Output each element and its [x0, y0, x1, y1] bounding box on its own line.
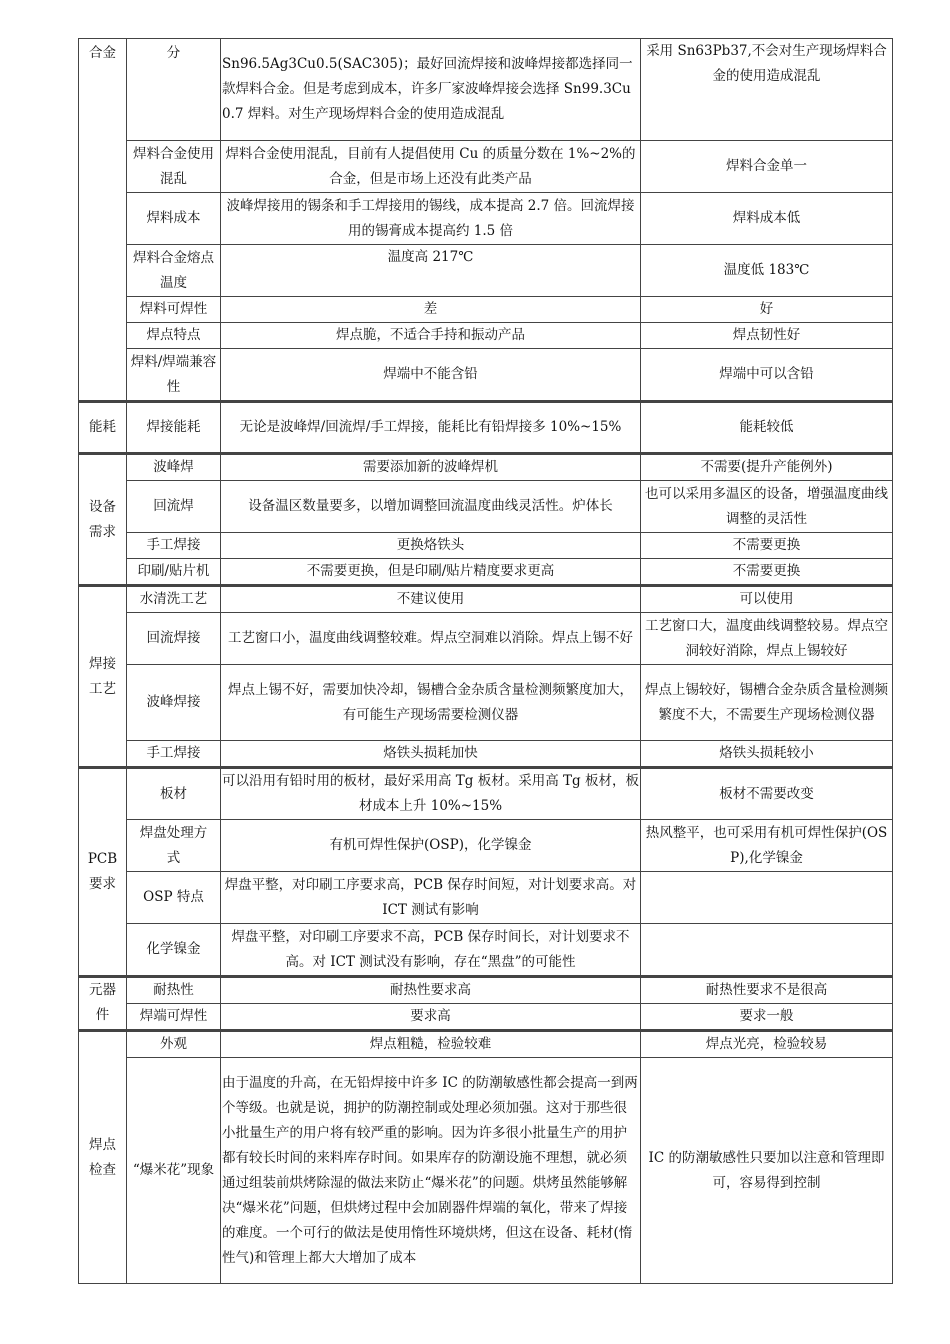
tin-lead-cell	[641, 872, 893, 924]
table-row	[79, 533, 893, 559]
lead-free-cell: 焊点粗糙，检验较难	[221, 1030, 641, 1058]
lead-free-cell: 不建议使用	[221, 585, 641, 613]
item-cell: 焊料成本	[127, 193, 221, 245]
table-row	[79, 585, 893, 613]
category-cell: 焊点检查	[79, 1030, 127, 1284]
tin-lead-cell: 好	[641, 297, 893, 323]
table-row	[79, 245, 893, 297]
table-row	[79, 193, 893, 245]
table-row	[79, 39, 893, 141]
tin-lead-cell: IC 的防潮敏感性只要加以注意和管理即可，容易得到控制	[641, 1058, 893, 1284]
tin-lead-cell: 不需要(提升产能例外)	[641, 453, 893, 481]
lead-free-cell: 差	[221, 297, 641, 323]
category-cell: PCB 要求	[79, 767, 127, 976]
lead-free-cell: 焊点脆，不适合手持和振动产品	[221, 323, 641, 349]
item-cell: 焊点特点	[127, 323, 221, 349]
lead-free-cell: 焊料合金使用混乱，目前有人提倡使用 Cu 的质量分数在 1%~2%的合金，但是市场上还没有此类产品	[221, 141, 641, 193]
tin-lead-cell: 温度低 183℃	[641, 245, 893, 297]
table-row	[79, 1058, 893, 1284]
tin-lead-cell: 热风整平，也可采用有机可焊性保护(OSP),化学镍金	[641, 820, 893, 872]
lead-free-cell: 无论是波峰焊/回流焊/手工焊接，能耗比有铅焊接多 10%~15%	[221, 401, 641, 453]
tin-lead-cell: 烙铁头损耗较小	[641, 741, 893, 767]
lead-free-cell: 烙铁头损耗加快	[221, 741, 641, 767]
item-cell: 焊料合金熔点温度	[127, 245, 221, 297]
tin-lead-cell: 不需要更换	[641, 533, 893, 559]
tin-lead-cell: 能耗较低	[641, 401, 893, 453]
lead-free-cell: 更换烙铁头	[221, 533, 641, 559]
table-row	[79, 559, 893, 585]
item-cell: 耐热性	[127, 976, 221, 1004]
item-cell: 焊料/焊端兼容性	[127, 349, 221, 401]
item-cell: 分	[127, 39, 221, 141]
lead-free-cell: 耐热性要求高	[221, 976, 641, 1004]
lead-free-cell: 波峰焊接用的锡条和手工焊接用的锡线，成本提高 2.7 倍。回流焊接用的锡膏成本提高约 1.5 倍	[221, 193, 641, 245]
item-cell: 水清洗工艺	[127, 585, 221, 613]
tin-lead-cell: 不需要更换	[641, 559, 893, 585]
table-row	[79, 1004, 893, 1030]
item-cell: 焊料合金使用混乱	[127, 141, 221, 193]
lead-free-cell: 焊盘平整，对印刷工序要求高，PCB 保存时间短，对计划要求高。对 ICT 测试有影响	[221, 872, 641, 924]
lead-free-cell: 需要添加新的波峰焊机	[221, 453, 641, 481]
tin-lead-cell: 可以使用	[641, 585, 893, 613]
table-row	[79, 924, 893, 976]
category-cell: 能耗	[79, 401, 127, 453]
tin-lead-cell: 焊点上锡较好，锡槽合金杂质含量检测频繁度不大，不需要生产现场检测仪器	[641, 665, 893, 741]
lead-free-cell: 设备温区数量要多，以增加调整回流温度曲线灵活性。炉体长	[221, 481, 641, 533]
item-cell: 波峰焊	[127, 453, 221, 481]
tin-lead-cell: 也可以采用多温区的设备，增强温度曲线调整的灵活性	[641, 481, 893, 533]
item-cell: 板材	[127, 767, 221, 820]
item-cell: 手工焊接	[127, 741, 221, 767]
table-row	[79, 297, 893, 323]
item-cell: 焊料可焊性	[127, 297, 221, 323]
lead-free-comparison-table	[78, 38, 893, 1284]
lead-free-cell: 焊盘平整，对印刷工序要求不高，PCB 保存时间长，对计划要求不高。对 ICT 测试没有影响，存在“黑盘”的可能性	[221, 924, 641, 976]
table-row	[79, 141, 893, 193]
table-row	[79, 665, 893, 741]
tin-lead-cell: 焊料合金单一	[641, 141, 893, 193]
table-row	[79, 453, 893, 481]
lead-free-cell: 要求高	[221, 1004, 641, 1030]
lead-free-cell: 可以沿用有铅时用的板材，最好采用高 Tg 板材。采用高 Tg 板材，板材成本上升 10%~15%	[221, 767, 641, 820]
lead-free-cell: 焊端中不能含铅	[221, 349, 641, 401]
item-cell: 外观	[127, 1030, 221, 1058]
table-row	[79, 976, 893, 1004]
table-row	[79, 741, 893, 767]
lead-free-cell: 工艺窗口小，温度曲线调整较难。焊点空洞难以消除。焊点上锡不好	[221, 613, 641, 665]
table-row	[79, 1030, 893, 1058]
item-cell: 印刷/贴片机	[127, 559, 221, 585]
lead-free-cell: Sn96.5Ag3Cu0.5(SAC305)；最好回流焊接和波峰焊接都选择同一款焊料合金。但是考虑到成本，许多厂家波峰焊接会选择 Sn99.3Cu0.7 焊料。对生产现场焊料合金的使用造成混乱	[221, 39, 641, 141]
tin-lead-cell: 板材不需要改变	[641, 767, 893, 820]
table-row	[79, 323, 893, 349]
item-cell: OSP 特点	[127, 872, 221, 924]
tin-lead-cell: 耐热性要求不是很高	[641, 976, 893, 1004]
tin-lead-cell: 焊料成本低	[641, 193, 893, 245]
category-cell: 焊接工艺	[79, 585, 127, 767]
category-cell: 元器件	[79, 976, 127, 1030]
item-cell: 焊接能耗	[127, 401, 221, 453]
table-row	[79, 613, 893, 665]
category-cell: 合金	[79, 39, 127, 401]
lead-free-cell: 温度高 217℃	[221, 245, 641, 297]
lead-free-cell: 有机可焊性保护(OSP)，化学镍金	[221, 820, 641, 872]
table-row	[79, 401, 893, 453]
tin-lead-cell: 要求一般	[641, 1004, 893, 1030]
tin-lead-cell: 焊点韧性好	[641, 323, 893, 349]
item-cell: 回流焊	[127, 481, 221, 533]
item-cell: 回流焊接	[127, 613, 221, 665]
lead-free-cell: 焊点上锡不好，需要加快冷却，锡槽合金杂质含量检测频繁度加大，有可能生产现场需要检测仪器	[221, 665, 641, 741]
table-body	[79, 39, 893, 1284]
item-cell: 波峰焊接	[127, 665, 221, 741]
tin-lead-cell: 焊端中可以含铅	[641, 349, 893, 401]
lead-free-cell: 不需要更换，但是印刷/贴片精度要求更高	[221, 559, 641, 585]
item-cell: 化学镍金	[127, 924, 221, 976]
item-cell: 焊端可焊性	[127, 1004, 221, 1030]
table-row	[79, 820, 893, 872]
table-row	[79, 767, 893, 820]
table-row	[79, 481, 893, 533]
tin-lead-cell	[641, 924, 893, 976]
comparison-page	[78, 38, 892, 1284]
table-row	[79, 872, 893, 924]
item-cell: “爆米花”现象	[127, 1058, 221, 1284]
tin-lead-cell: 工艺窗口大，温度曲线调整较易。焊点空洞较好消除，焊点上锡较好	[641, 613, 893, 665]
category-cell: 设备需求	[79, 453, 127, 585]
tin-lead-cell: 焊点光亮，检验较易	[641, 1030, 893, 1058]
item-cell: 焊盘处理方式	[127, 820, 221, 872]
lead-free-cell: 由于温度的升高，在无铅焊接中许多 IC 的防潮敏感性都会提高一到两个等级。也就是说，拥护的防潮控制或处理必须加强。这对于那些很小批量生产的用户将有较严重的影响。因为许多很小批量生产的用护都有较长时间的来料库存时间。如果库存的防潮设施不理想，就必须通过组装前烘烤除湿的做法来防止“爆米花”的问题。烘烤虽然能够解决“爆米花”问题，但烘烤过程中会加剧器件焊端的氧化，带来了焊接的难度。一个可行的做法是使用惰性环境烘烤，但这在设备、耗材(惰性气)和管理上都大大增加了成本	[221, 1058, 641, 1284]
table-row	[79, 349, 893, 401]
tin-lead-cell: 采用 Sn63Pb37,不会对生产现场焊料合金的使用造成混乱	[641, 39, 893, 141]
item-cell: 手工焊接	[127, 533, 221, 559]
